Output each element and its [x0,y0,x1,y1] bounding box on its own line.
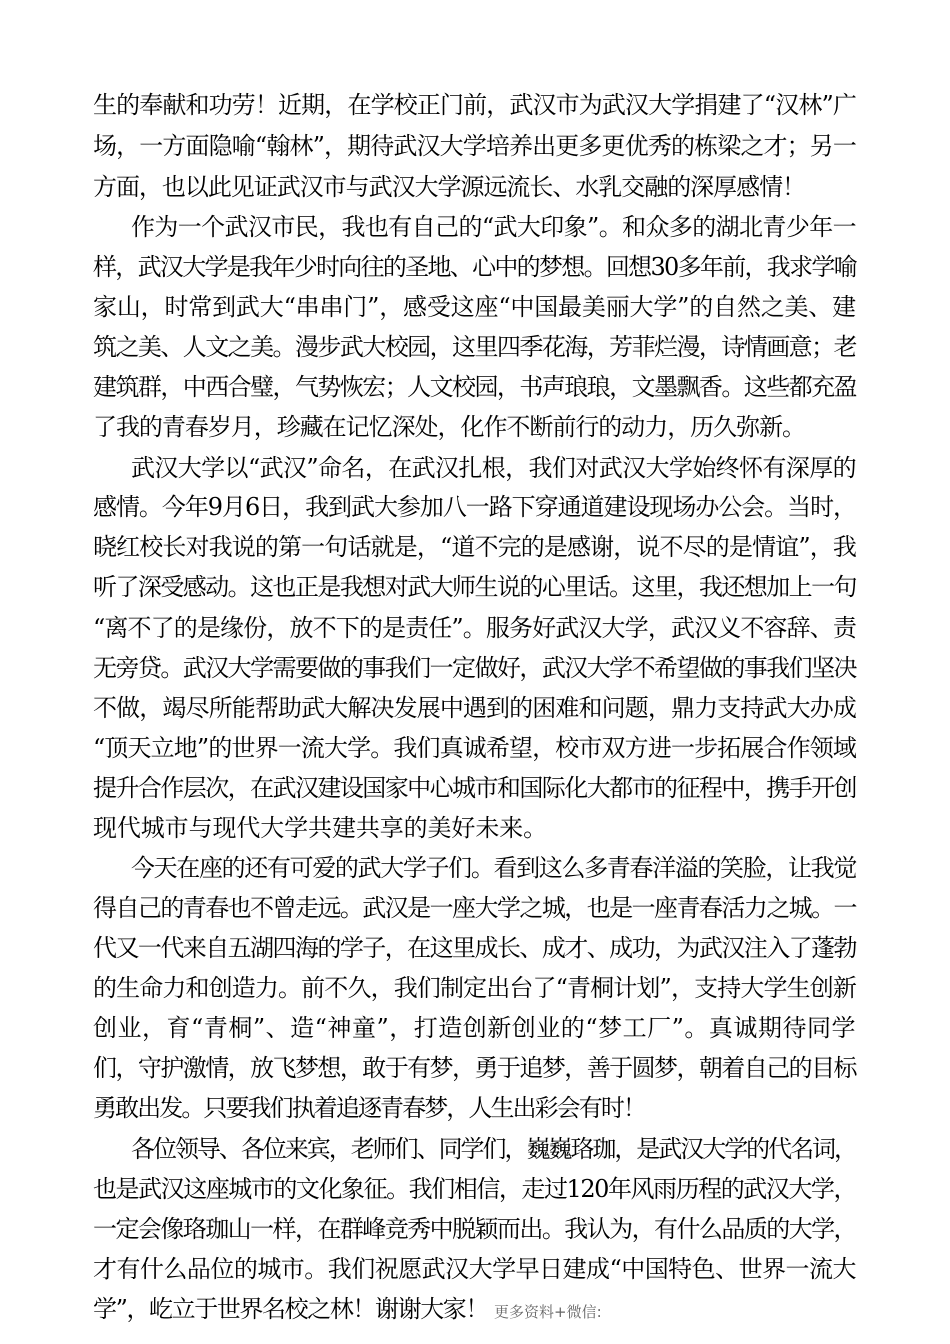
line-text: 场，一方面隐喻“翰林”，期待武汉大学培养出更多更优秀的栋梁之才；另一 [93,132,856,160]
line-text: 创业，育“青桐”、造“神童”，打造创新创业的“梦工厂”。真诚期待同学 [93,1014,856,1042]
text-line [0,930,950,967]
footer-note: 更多资料+微信: [494,1303,602,1321]
line-text: 晓红校长对我说的第一句话就是，“道不完的是感谢，说不尽的是情谊”，我 [93,533,856,561]
line-text: 一定会像珞珈山一样，在群峰竞秀中脱颖而出。我认为，有什么品质的大学， [93,1215,856,1243]
text-line [0,1171,950,1208]
text-line [0,890,950,927]
text-line [0,329,950,366]
text-line [0,1090,950,1127]
text-line [0,1050,950,1087]
line-text: 们，守护激情，放飞梦想，敢于有梦，勇于追梦，善于圆梦，朝着自己的目标 [93,1054,856,1082]
line-text: 学”，屹立于世界名校之林！谢谢大家！ [93,1295,488,1323]
line-text: 筑之美、人文之美。漫步武大校园，这里四季花海，芳菲烂漫，诗情画意；老 [93,333,856,361]
line-text: “离不了的是缘份，放不下的是责任”。服务好武汉大学，武汉义不容辞、责 [93,614,856,642]
text-line [0,1010,950,1047]
line-text: 的生命力和创造力。前不久，我们制定出台了“青桐计划”，支持大学生创新 [93,974,856,1002]
line-text: 了我的青春岁月，珍藏在记忆深处，化作不断前行的动力，历久弥新。 [93,413,806,441]
text-line [0,569,950,606]
text-line [0,209,950,246]
text-line [0,489,950,526]
line-text: 代又一代来自五湖四海的学子，在这里成长、成才、成功，为武汉注入了蓬勃 [93,934,856,962]
line-text: 今天在座的还有可爱的武大学子们。看到这么多青春洋溢的笑脸，让我觉 [131,854,856,882]
text-line [0,128,950,165]
text-line [0,87,950,124]
text-line [0,409,950,446]
line-text: 生的奉献和功劳！近期，在学校正门前，武汉市为武汉大学捐建了“汉林”广 [93,91,856,119]
line-text: 才有什么品位的城市。我们祝愿武汉大学早日建成“中国特色、世界一流大 [93,1255,856,1283]
text-line [0,289,950,326]
text-line [0,1131,950,1168]
line-text: 作为一个武汉市民，我也有自己的“武大印象”。和众多的湖北青少年一 [131,213,856,241]
text-line [0,529,950,566]
line-text: 家山，时常到武大“串串门”，感受这座“中国最美丽大学”的自然之美、建 [93,293,856,321]
text-line [0,1291,950,1328]
line-text: 样，武汉大学是我年少时向往的圣地、心中的梦想。回想30多年前，我求学喻 [93,253,857,281]
text-line [0,450,950,487]
text-line [0,970,950,1007]
text-line [0,1251,950,1288]
text-line [0,690,950,727]
text-line [0,249,950,286]
text-line [0,810,950,847]
line-text: 勇敢出发。只要我们执着追逐青春梦，人生出彩会有时！ [93,1094,645,1122]
line-text: 无旁贷。武汉大学需要做的事我们一定做好，武汉大学不希望做的事我们坚决 [93,654,856,682]
text-line [0,369,950,406]
text-line [0,650,950,687]
line-text: 建筑群，中西合璧，气势恢宏；人文校园，书声琅琅，文墨飘香。这些都充盈 [93,373,856,401]
line-text: “顶天立地”的世界一流大学。我们真诚希望，校市双方进一步拓展合作领域 [93,734,856,762]
line-text: 听了深受感动。这也正是我想对武大师生说的心里话。这里，我还想加上一句 [93,573,856,601]
line-text: 感情。今年9月6日，我到武大参加八一路下穿通道建设现场办公会。当时， [93,493,857,521]
line-text: 提升合作层次，在武汉建设国家中心城市和国际化大都市的征程中，携手开创 [93,774,856,802]
line-text: 不做，竭尽所能帮助武大解决发展中遇到的困难和问题，鼎力支持武大办成 [93,694,856,722]
text-line [0,770,950,807]
text-line [0,169,950,206]
line-text: 各位领导、各位来宾，老师们、同学们，巍巍珞珈，是武汉大学的代名词， [131,1135,857,1163]
line-text: 方面，也以此见证武汉市与武汉大学源远流长、水乳交融的深厚感情！ [93,173,806,201]
line-text: 现代城市与现代大学共建共享的美好未来。 [93,814,548,842]
text-line [0,850,950,887]
text-line [0,730,950,767]
line-text: 也是武汉这座城市的文化象征。我们相信，走过120年风雨历程的武汉大学， [93,1175,856,1203]
text-line [0,1211,950,1248]
line-text: 得自己的青春也不曾走远。武汉是一座大学之城，也是一座青春活力之城。一 [93,894,856,922]
line-text: 武汉大学以“武汉”命名，在武汉扎根，我们对武汉大学始终怀有深厚的 [131,454,856,482]
text-line [0,610,950,647]
